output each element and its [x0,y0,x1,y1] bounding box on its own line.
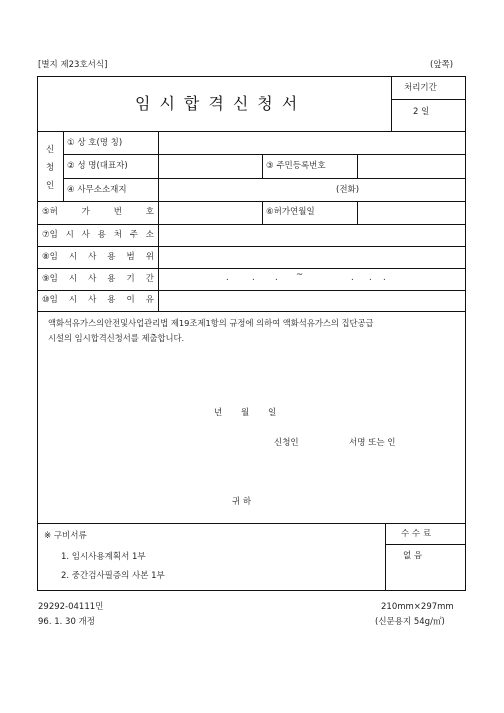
form-code: 29292-04111민 [38,602,104,612]
permit-date-field[interactable] [358,202,465,223]
addressee-label: 귀 하 [232,497,252,507]
period-end-dot-3: . [383,273,386,283]
period-start-dot-3: . [275,273,278,283]
paper-size: 210mm×297mm [381,602,454,612]
company-name-field[interactable] [159,132,465,154]
document-item-2: 2. 중간검사필증의 사본 1부 [61,571,165,581]
applicant-side-label-2: 청 [46,163,55,173]
usage-reason-label: ⑩임 시 사 용 이 유 [42,295,154,305]
office-address-label: ④ 사무소소재지 [67,185,127,195]
registration-number-field[interactable] [358,155,465,177]
usage-scope-label: ⑧임 시 사 용 범 위 [42,252,154,262]
office-address-field[interactable] [159,179,465,200]
document-item-1: 1. 임시사용계획서 1부 [61,552,146,562]
statement-line-1: 액화석유가스의안전및사업관리법 제19조제1항의 규정에 의하여 액화석유가스의 집단공급 [48,318,374,328]
usage-period-label: ⑨임 시 사 용 기 간 [42,274,154,284]
date-month-label: 월 [241,408,250,418]
signer-label: 신청인 [274,438,299,448]
documents-heading: ※ 구비서류 [44,531,87,541]
permit-number-field[interactable] [159,202,261,223]
registration-number-label: ③ 주민등록번호 [266,161,326,171]
paper-weight: (신문용지 54g/㎡) [375,617,445,627]
page-side-label: (앞쪽) [430,60,454,70]
signature-label[interactable]: 서명 또는 인 [349,438,396,448]
phone-label: (전화) [336,185,360,195]
usage-scope-field[interactable] [159,247,465,267]
usage-address-label: ⑦임 시 사 용 처 주 소 [42,230,154,240]
date-year-label: 년 [214,408,223,418]
fee-label: 수 수 료 [401,529,432,539]
date-day-label: 일 [268,408,277,418]
permit-date-label: ⑥허가연월일 [266,207,315,217]
processing-label: 처리기간 [404,83,437,93]
period-end-dot-1: . [351,273,354,283]
company-name-label: ① 상 호(명 칭) [67,138,123,148]
applicant-side-label-1: 신 [46,145,55,155]
usage-period-field[interactable] [159,269,465,289]
representative-name-label: ② 성 명(대표자) [67,161,128,171]
representative-name-field[interactable] [159,155,261,177]
form-title: 임시합격신청서 [135,94,307,113]
usage-reason-field[interactable] [159,291,465,310]
processing-value: 2 일 [413,107,430,117]
period-end-dot-2: . [369,273,372,283]
period-start-dot-1: . [226,273,229,283]
statement-line-2: 시설의 임시합격신청서를 제출합니다. [48,333,185,343]
fee-value: 없 음 [403,551,423,561]
form-number: [별지 제23호서식] [38,60,108,70]
period-start-dot-2: . [252,273,255,283]
revision-date: 96. 1. 30 개정 [38,617,95,627]
permit-number-label: ⑤허 가 번 호 [42,207,154,217]
applicant-side-label-3: 인 [46,181,55,191]
processing-divider [391,76,392,131]
usage-address-field[interactable] [159,225,465,245]
period-tilde: ~ [296,270,304,280]
